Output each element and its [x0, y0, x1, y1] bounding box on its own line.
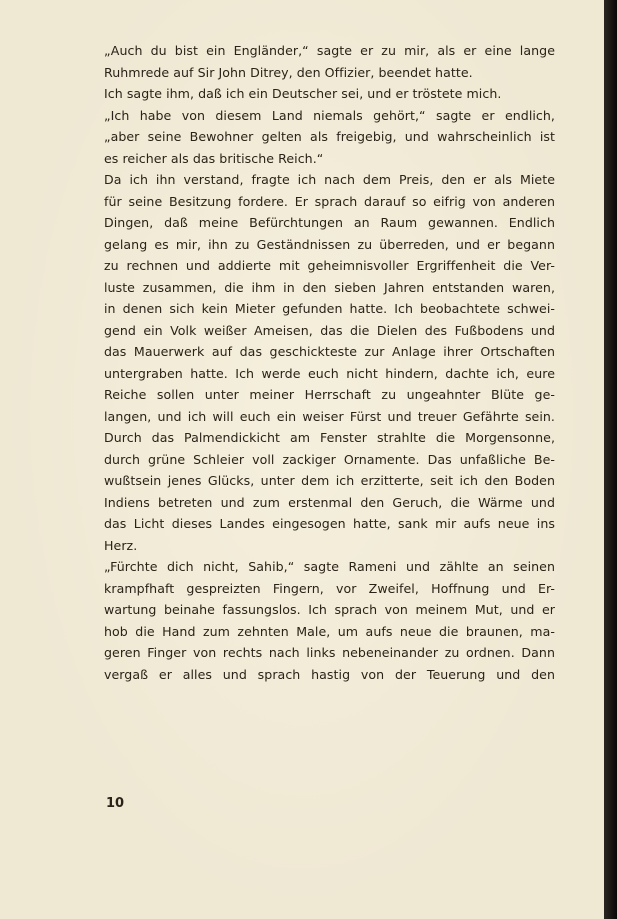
text-line: luste zusammen, die ihm in den sieben Jahren entstanden waren, — [104, 279, 555, 295]
text-line: „Fürchte dich nicht, Sahib,“ sagte Rameni und zählte an seinen — [104, 559, 555, 575]
text-line: durch grüne Schleier voll zackiger Ornamente. Das unfaßliche Be- — [104, 451, 555, 467]
text-line: Ich sagte ihm, daß ich ein Deutscher sei, und er tröstete mich. — [104, 86, 502, 102]
text-line: „Ich habe von diesem Land niemals gehört,“ sagte er endlich, — [104, 107, 555, 123]
text-line: Durch das Palmendickicht am Fenster strahlte die Morgensonne, — [104, 430, 555, 446]
text-line: wartung beinahe fassungslos. Ich sprach von meinem Mut, und er — [104, 602, 555, 618]
text-line: Ruhmrede auf Sir John Ditrey, den Offizier, beendet hatte. — [104, 64, 473, 80]
text-line: krampfhaft gespreizten Fingern, vor Zweifel, Hoffnung und Er- — [104, 580, 555, 596]
text-line: Da ich ihn verstand, fragte ich nach dem Preis, den er als Miete — [104, 172, 555, 188]
text-line: es reicher als das britische Reich.“ — [104, 150, 324, 166]
text-line: gelang es mir, ihn zu Geständnissen zu überreden, und er begann — [104, 236, 555, 252]
page-number: 10 — [106, 796, 125, 811]
text-line: langen, und ich will euch ein weiser Fürst und treuer Gefährte sein. — [104, 408, 555, 424]
text-line: „Auch du bist ein Engländer,“ sagte er zu mir, als er eine lange — [104, 43, 555, 58]
text-line: Herz. — [104, 537, 138, 553]
text-line: geren Finger von rechts nach links nebeneinander zu ordnen. Dann — [104, 645, 555, 661]
text-line: hob die Hand zum zehnten Male, um aufs neue die braunen, ma- — [104, 623, 555, 639]
text-line: „aber seine Bewohner gelten als freigebig, und wahrscheinlich ist — [104, 129, 555, 145]
text-line: Dingen, daß meine Befürchtungen an Raum gewannen. Endlich — [104, 215, 555, 231]
text-line: in denen sich kein Mieter gefunden hatte. Ich beobachtete schwei- — [104, 301, 555, 317]
text-line: das Licht dieses Landes eingesogen hatte, sank mir aufs neue ins — [104, 516, 555, 532]
text-line: für seine Besitzung fordere. Er sprach darauf so eifrig von anderen — [104, 193, 555, 209]
text-line: das Mauerwerk auf das geschickteste zur Anlage ihrer Ortschaften — [104, 344, 555, 360]
text-line: wußtsein jenes Glücks, unter dem ich erzitterte, seit ich den Boden — [104, 473, 555, 489]
text-line: vergaß er alles und sprach hastig von der Teuerung und den — [104, 666, 555, 682]
page-edge-shadow — [604, 0, 617, 919]
text-line: gend ein Volk weißer Ameisen, das die Dielen des Fußbodens und — [104, 322, 555, 338]
text-line: zu rechnen und addierte mit geheimnisvoller Ergriffenheit die Ver- — [104, 258, 555, 274]
text-line: untergraben hatte. Ich werde euch nicht hindern, dachte ich, eure — [104, 365, 555, 381]
body-text — [104, 40, 555, 685]
text-line: Reiche sollen unter meiner Herrschaft zu ungeahnter Blüte ge- — [104, 387, 555, 403]
text-line: Indiens betreten und zum erstenmal den Geruch, die Wärme und — [104, 494, 555, 510]
